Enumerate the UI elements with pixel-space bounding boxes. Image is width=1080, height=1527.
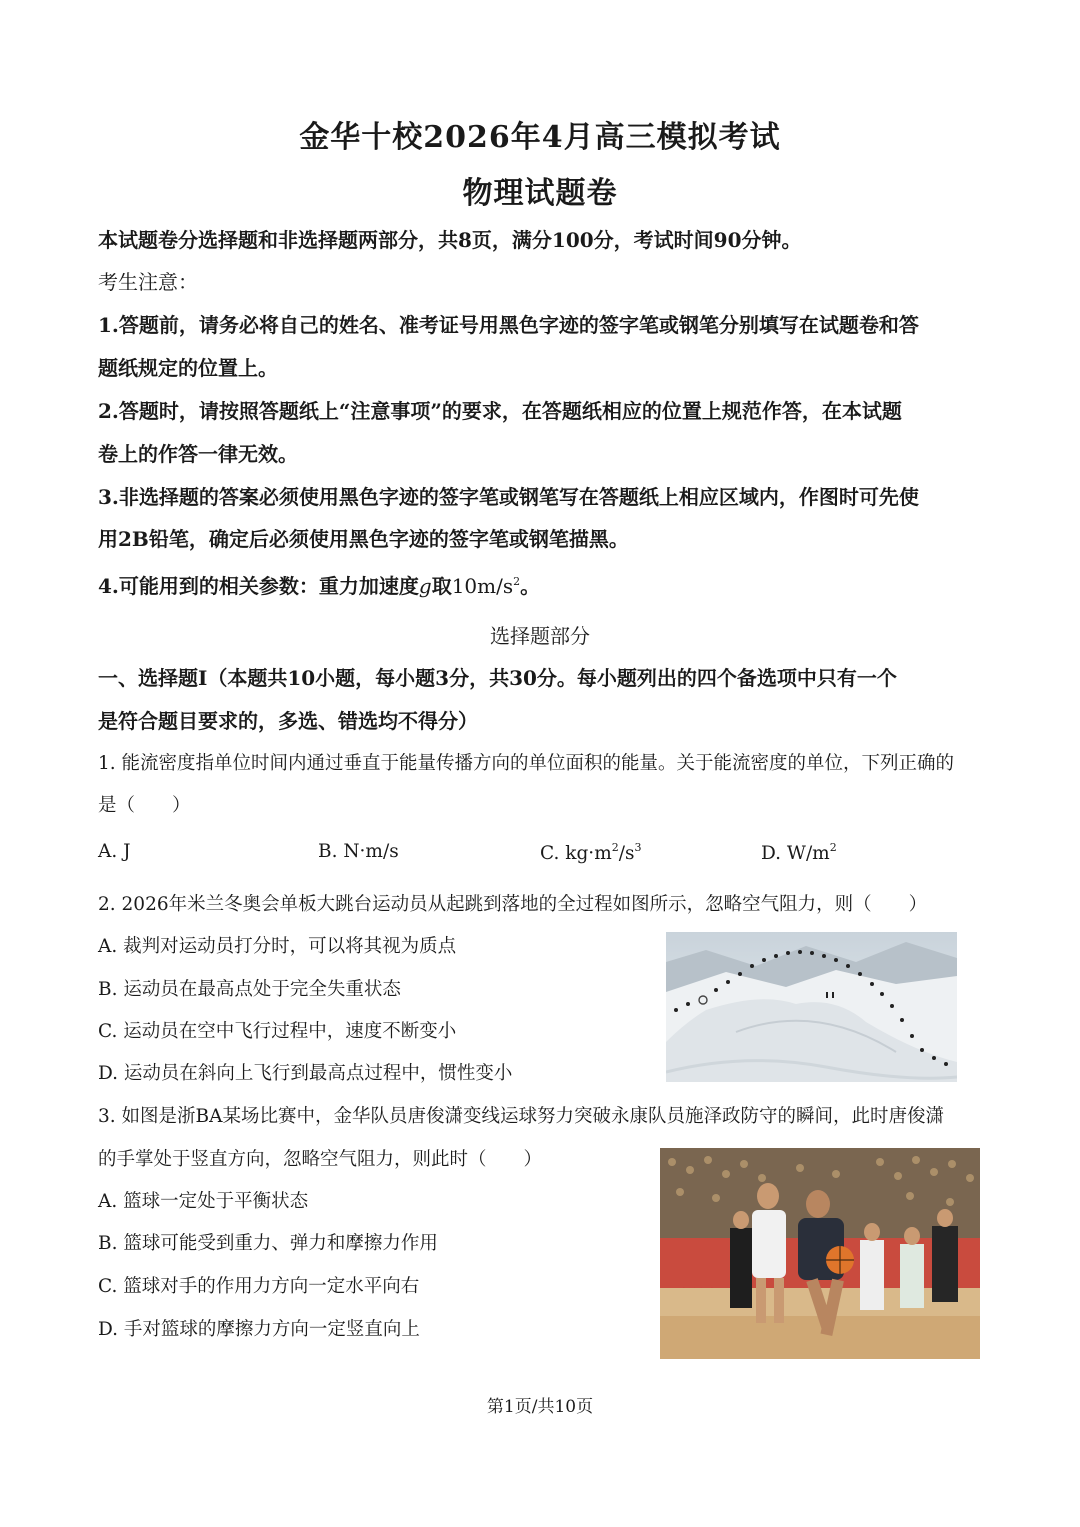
q3-option-c: C. 篮球对手的作用力方向一定水平向右: [98, 1276, 420, 1297]
notice-heading: 考生注意：: [98, 270, 198, 294]
q1-option-b: B. N·m/s: [318, 841, 399, 862]
q3-stem-line-1: 3. 如图是浙BA某场比赛中，金华队员唐俊潇变线运球努力突破永康队员施泽政防守的瞬间，此时唐俊潇: [98, 1106, 944, 1127]
q1-option-c-exp-2: 3: [634, 841, 642, 854]
notice-item-2-line-2: 卷上的作答一律无效。: [98, 442, 298, 466]
part1-line-1: 一、选择题Ⅰ（本题共10小题，每小题3分，共30分。每小题列出的四个备选项中只有一个: [98, 666, 897, 690]
gravity-exponent: 2: [513, 575, 521, 588]
q3-stem-line-2: 的手掌处于竖直方向，忽略空气阻力，则此时（ ）: [98, 1149, 543, 1170]
q2-option-a: A. 裁判对运动员打分时，可以将其视为质点: [98, 936, 457, 957]
q1-option-c-text: C. kg·m: [540, 843, 612, 864]
gravity-symbol: g: [418, 574, 432, 598]
snowboard-jump-photo: [666, 932, 957, 1082]
q1-option-a: A. J: [98, 841, 131, 862]
q2-option-b: B. 运动员在最高点处于完全失重状态: [98, 979, 401, 1000]
exam-title: 金华十校2026年4月高三模拟考试: [299, 120, 781, 155]
q2-stem: 2. 2026年米兰冬奥会单板大跳台运动员从起跳到落地的全过程如图所示，忽略空气阻力，则（ ）: [98, 894, 928, 915]
notice-item-1-line-1: 1.答题前，请务必将自己的姓名、准考证号用黑色字迹的签字笔或钢笔分别填写在试题卷和答: [98, 313, 919, 337]
q1-option-d-exp: 2: [829, 841, 837, 854]
notice-item-4-mid: 取: [431, 574, 452, 598]
q3-option-a: A. 篮球一定处于平衡状态: [98, 1191, 309, 1212]
q2-option-d: D. 运动员在斜向上飞行到最高点过程中，惯性变小: [98, 1063, 513, 1084]
q1-option-d: [761, 841, 837, 864]
q3-option-d: D. 手对篮球的摩擦力方向一定竖直向上: [98, 1319, 420, 1340]
section-title: 选择题部分: [490, 624, 590, 648]
notice-item-2-line-1: 2.答题时，请按照答题纸上“注意事项”的要求，在答题纸相应的位置上规范作答，在本试题: [98, 399, 902, 423]
q1-option-d-text: D. W/m: [761, 843, 830, 864]
notice-item-1-line-2: 题纸规定的位置上。: [98, 356, 278, 380]
notice-item-4-end: 。: [520, 574, 541, 598]
notice-item-3-line-1: 3.非选择题的答案必须使用黑色字迹的签字笔或钢笔写在答题纸上相应区域内，作图时可先使: [98, 485, 919, 509]
notice-item-4: [98, 570, 540, 599]
intro-text: 本试题卷分选择题和非选择题两部分，共8页，满分100分，考试时间90分钟。: [98, 228, 802, 252]
exam-subtitle: 物理试题卷: [462, 176, 618, 211]
q1-option-c: [540, 841, 641, 864]
notice-item-4-prefix: 4.可能用到的相关参数：重力加速度: [98, 574, 419, 598]
gravity-value: 10m/s: [451, 574, 514, 598]
notice-item-3-line-2: 用2B铅笔，确定后必须使用黑色字迹的签字笔或钢笔描黑。: [98, 527, 629, 551]
q3-option-b: B. 篮球可能受到重力、弹力和摩擦力作用: [98, 1233, 438, 1254]
q1-option-c-exp-1: 2: [611, 841, 619, 854]
page-footer: 第1页/共10页: [486, 1397, 594, 1417]
q1-stem-line-1: 1. 能流密度指单位时间内通过垂直于能量传播方向的单位面积的能量。关于能流密度的单位，下列正确的: [98, 753, 955, 774]
q1-option-c-mid: /s: [618, 843, 635, 864]
q2-option-c: C. 运动员在空中飞行过程中，速度不断变小: [98, 1021, 457, 1042]
basketball-photo: [660, 1148, 980, 1359]
part1-line-2: 是符合题目要求的，多选、错选均不得分）: [98, 709, 478, 733]
q1-stem-line-2: 是（ ）: [98, 795, 191, 816]
